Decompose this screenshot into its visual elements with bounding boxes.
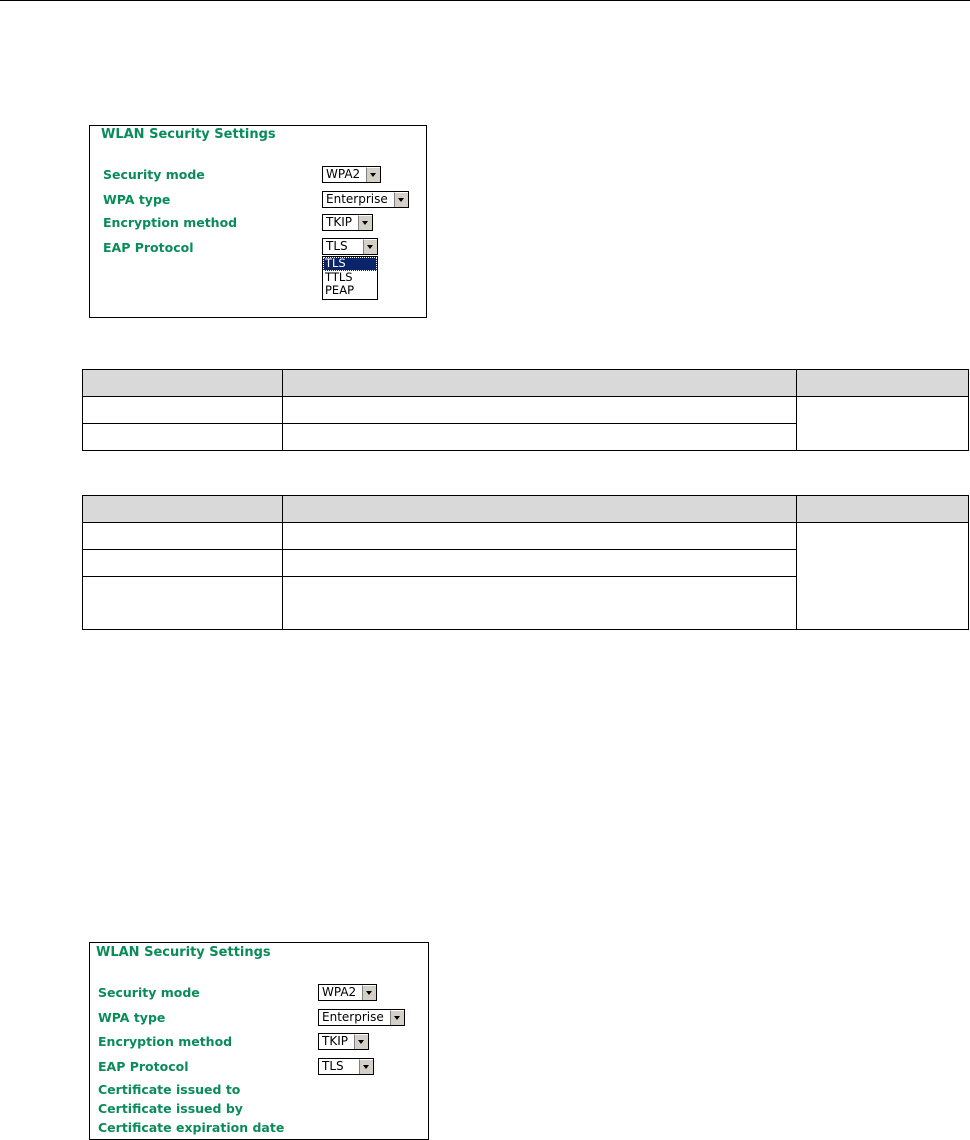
chevron-down-icon[interactable]: [359, 1059, 373, 1074]
wlan-security-panel-1: [89, 125, 427, 318]
wlan-security-panel-2: [89, 942, 429, 1140]
table-header-cell: [83, 496, 283, 523]
wpa-type-select[interactable]: [322, 191, 409, 208]
table-header-row: [83, 496, 969, 523]
security-mode-label: Security mode: [103, 167, 205, 182]
chevron-down-icon[interactable]: [358, 215, 372, 230]
security-mode-select[interactable]: [318, 984, 377, 1001]
certificate-issued-to-label: Certificate issued to: [98, 1082, 241, 1097]
select-value: WPA2: [326, 167, 361, 181]
table-cell: [283, 523, 797, 550]
table-cell: [283, 577, 797, 630]
eap-protocol-select[interactable]: [322, 238, 378, 255]
chevron-down-icon[interactable]: [394, 192, 408, 207]
eap-protocol-label: EAP Protocol: [103, 240, 194, 255]
chevron-down-icon[interactable]: [362, 985, 376, 1000]
table-cell: [283, 397, 797, 424]
select-value: TKIP: [326, 215, 352, 229]
eap-protocol-dropdown-list[interactable]: [322, 256, 378, 300]
encryption-method-select[interactable]: [318, 1033, 369, 1050]
table-header-cell: [797, 496, 969, 523]
table-cell-merged: [797, 397, 969, 451]
settings-table-2: [82, 495, 969, 630]
page-top-rule: [0, 0, 970, 1]
chevron-down-icon[interactable]: [363, 239, 377, 254]
dropdown-option-peap[interactable]: PEAP: [325, 283, 355, 297]
table-cell: [83, 550, 283, 577]
wpa-type-select[interactable]: [318, 1009, 405, 1026]
panel-title: WLAN Security Settings: [101, 127, 276, 142]
select-value: TKIP: [322, 1034, 348, 1048]
table-row: [83, 523, 969, 550]
eap-protocol-select[interactable]: [318, 1058, 374, 1075]
encryption-method-label: Encryption method: [103, 215, 238, 230]
settings-table-1: [82, 369, 969, 451]
table-cell: [283, 424, 797, 451]
table-header-cell: [283, 496, 797, 523]
chevron-down-icon[interactable]: [366, 167, 380, 182]
select-value: Enterprise: [326, 192, 388, 206]
table-header-row: [83, 370, 969, 397]
dropdown-option-tls[interactable]: TLS: [323, 257, 377, 271]
dropdown-option-ttls[interactable]: TTLS: [325, 269, 353, 284]
table-cell: [83, 577, 283, 630]
table-cell: [83, 397, 283, 424]
select-value: TLS: [322, 1059, 344, 1073]
table-cell: [83, 523, 283, 550]
certificate-expiration-date-label: Certificate expiration date: [98, 1120, 285, 1135]
certificate-issued-by-label: Certificate issued by: [98, 1101, 243, 1116]
security-mode-select[interactable]: [322, 166, 381, 183]
table-cell: [83, 424, 283, 451]
panel-title: WLAN Security Settings: [96, 945, 271, 960]
encryption-method-label: Encryption method: [98, 1034, 233, 1049]
table-row: [83, 397, 969, 424]
encryption-method-select[interactable]: [322, 214, 373, 231]
table-header-cell: [283, 370, 797, 397]
select-value: WPA2: [322, 985, 357, 999]
table-cell: [283, 550, 797, 577]
chevron-down-icon[interactable]: [390, 1010, 404, 1025]
select-value: Enterprise: [322, 1010, 384, 1024]
security-mode-label: Security mode: [98, 985, 200, 1000]
wpa-type-label: WPA type: [98, 1010, 166, 1025]
table-header-cell: [797, 370, 969, 397]
select-value: TLS: [326, 239, 348, 253]
eap-protocol-label: EAP Protocol: [98, 1059, 189, 1074]
wpa-type-label: WPA type: [103, 192, 171, 207]
table-cell-merged: [797, 523, 969, 630]
table-header-cell: [83, 370, 283, 397]
chevron-down-icon[interactable]: [354, 1034, 368, 1049]
